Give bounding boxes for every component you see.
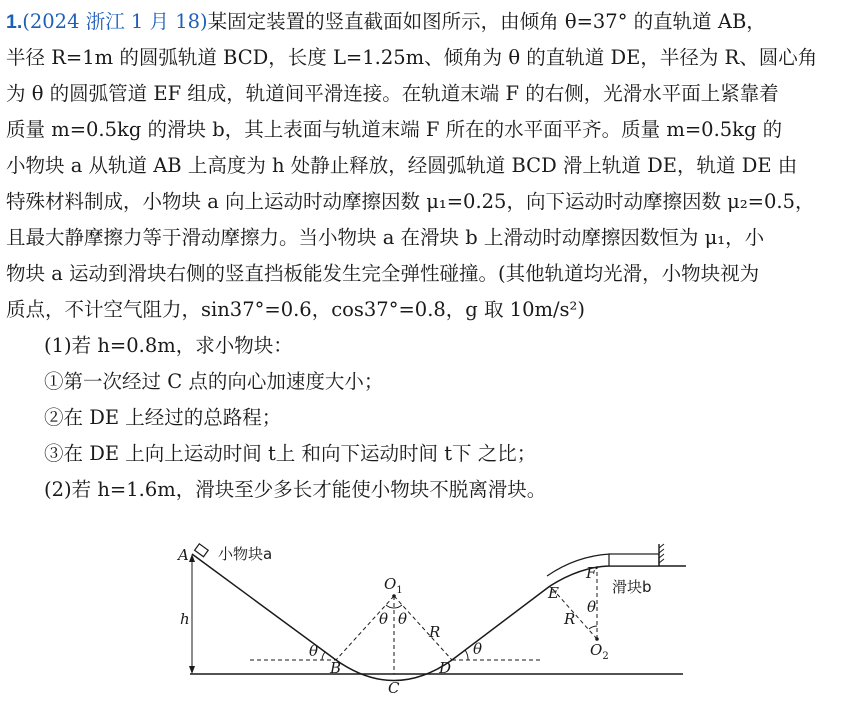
angle-arc-o1-right [394, 605, 402, 608]
label-d: D [439, 659, 452, 677]
sub-question-1-2: ②在 DE 上经过的总路程； [44, 406, 282, 429]
track-de [452, 586, 550, 660]
label-theta-b: θ [309, 642, 319, 660]
center-o1 [392, 594, 396, 598]
sub-question-1-3: ③在 DE 上向上运动时间 t上 和向下运动时间 t下 之比； [44, 442, 537, 465]
slider-b [609, 554, 659, 566]
arc-bcd [336, 660, 452, 681]
label-theta-o1-right: θ [398, 610, 408, 628]
angle-arc-b [322, 652, 325, 660]
label-b: B [330, 659, 342, 677]
label-theta-o1-left: θ [379, 610, 389, 628]
radius-o1-b [336, 596, 394, 660]
problem-text [6, 4, 848, 508]
question-number: 1. [6, 11, 23, 33]
track-diagram [150, 540, 690, 720]
label-a: A [178, 546, 189, 564]
wall-hatch [659, 544, 664, 563]
label-h: h [180, 610, 190, 628]
problem-text-line: 某固定装置的竖直截面如图所示，由倾角 θ=37° 的直轨道 AB， [207, 10, 766, 33]
problem-line-2: 半径 R=1m 的圆弧轨道 BCD，长度 L=1.25m、倾角为 θ 的直轨道 DE，半径为 R、圆心角 [6, 46, 818, 69]
radius-o1-d [394, 596, 452, 660]
label-r1: R [429, 623, 441, 641]
label-block-b: 滑块b [612, 578, 652, 596]
problem-line-4: 质量 m=0.5kg 的滑块 b，其上表面与轨道末端 F 所在的水平面平齐。质量 m=0.5kg 的 [6, 118, 783, 141]
label-e: E [548, 584, 559, 602]
label-r2: R [564, 610, 576, 628]
label-theta-d: θ [473, 640, 483, 658]
problem-line-3: 为 θ 的圆弧管道 EF 组成，轨道间平滑连接。在轨道末端 F 的右侧，光滑水平面上紧靠着 [6, 82, 779, 105]
sub-question-1: (1)若 h=0.8m，求小物块： [44, 334, 293, 357]
label-f: F [586, 564, 597, 582]
label-block-a: 小物块a [218, 545, 273, 563]
problem-line-8: 物块 a 运动到滑块右侧的竖直挡板能发生完全弹性碰撞。(其他轨道均光滑，小物块视为 [6, 262, 760, 285]
track-diagram-svg [150, 540, 690, 720]
problem-line-5: 小物块 a 从轨道 AB 上高度为 h 处静止释放，经圆弧轨道 BCD 滑上轨道 DE，轨道 DE 由 [6, 154, 798, 177]
question-source: (2024 浙江 1 月 18) [22, 10, 208, 33]
problem-line-6: 特殊材料制成，小物块 a 向上运动时动摩擦因数 μ₁=0.25，向下运动时动摩擦因数 μ₂=0.5， [6, 190, 815, 213]
angle-arc-o1-left [386, 605, 394, 608]
angle-arc-d [465, 650, 468, 660]
height-arrow-bottom [189, 666, 195, 674]
problem-line-9: 质点，不计空气阻力，sin37°=0.6，cos37°=0.8，g 取 10m/s²) [6, 298, 585, 321]
problem-line-1 [6, 4, 848, 40]
problem-line-7: 且最大静摩擦力等于滑动摩擦力。当小物块 a 在滑块 b 上滑动时动摩擦因数恒为 μ₁，小 [6, 226, 765, 249]
label-theta-o2: θ [587, 598, 597, 616]
label-c: C [388, 679, 400, 697]
sub-question-2: (2)若 h=1.6m，滑块至少多长才能使小物块不脱离滑块。 [44, 478, 547, 501]
block-a [195, 544, 209, 557]
label-o2: $O_2$ [590, 641, 609, 662]
sub-question-1-1: ①第一次经过 C 点的向心加速度大小； [44, 370, 384, 393]
label-o1: $O_1$ [384, 575, 403, 596]
angle-arc-o2 [589, 626, 597, 629]
